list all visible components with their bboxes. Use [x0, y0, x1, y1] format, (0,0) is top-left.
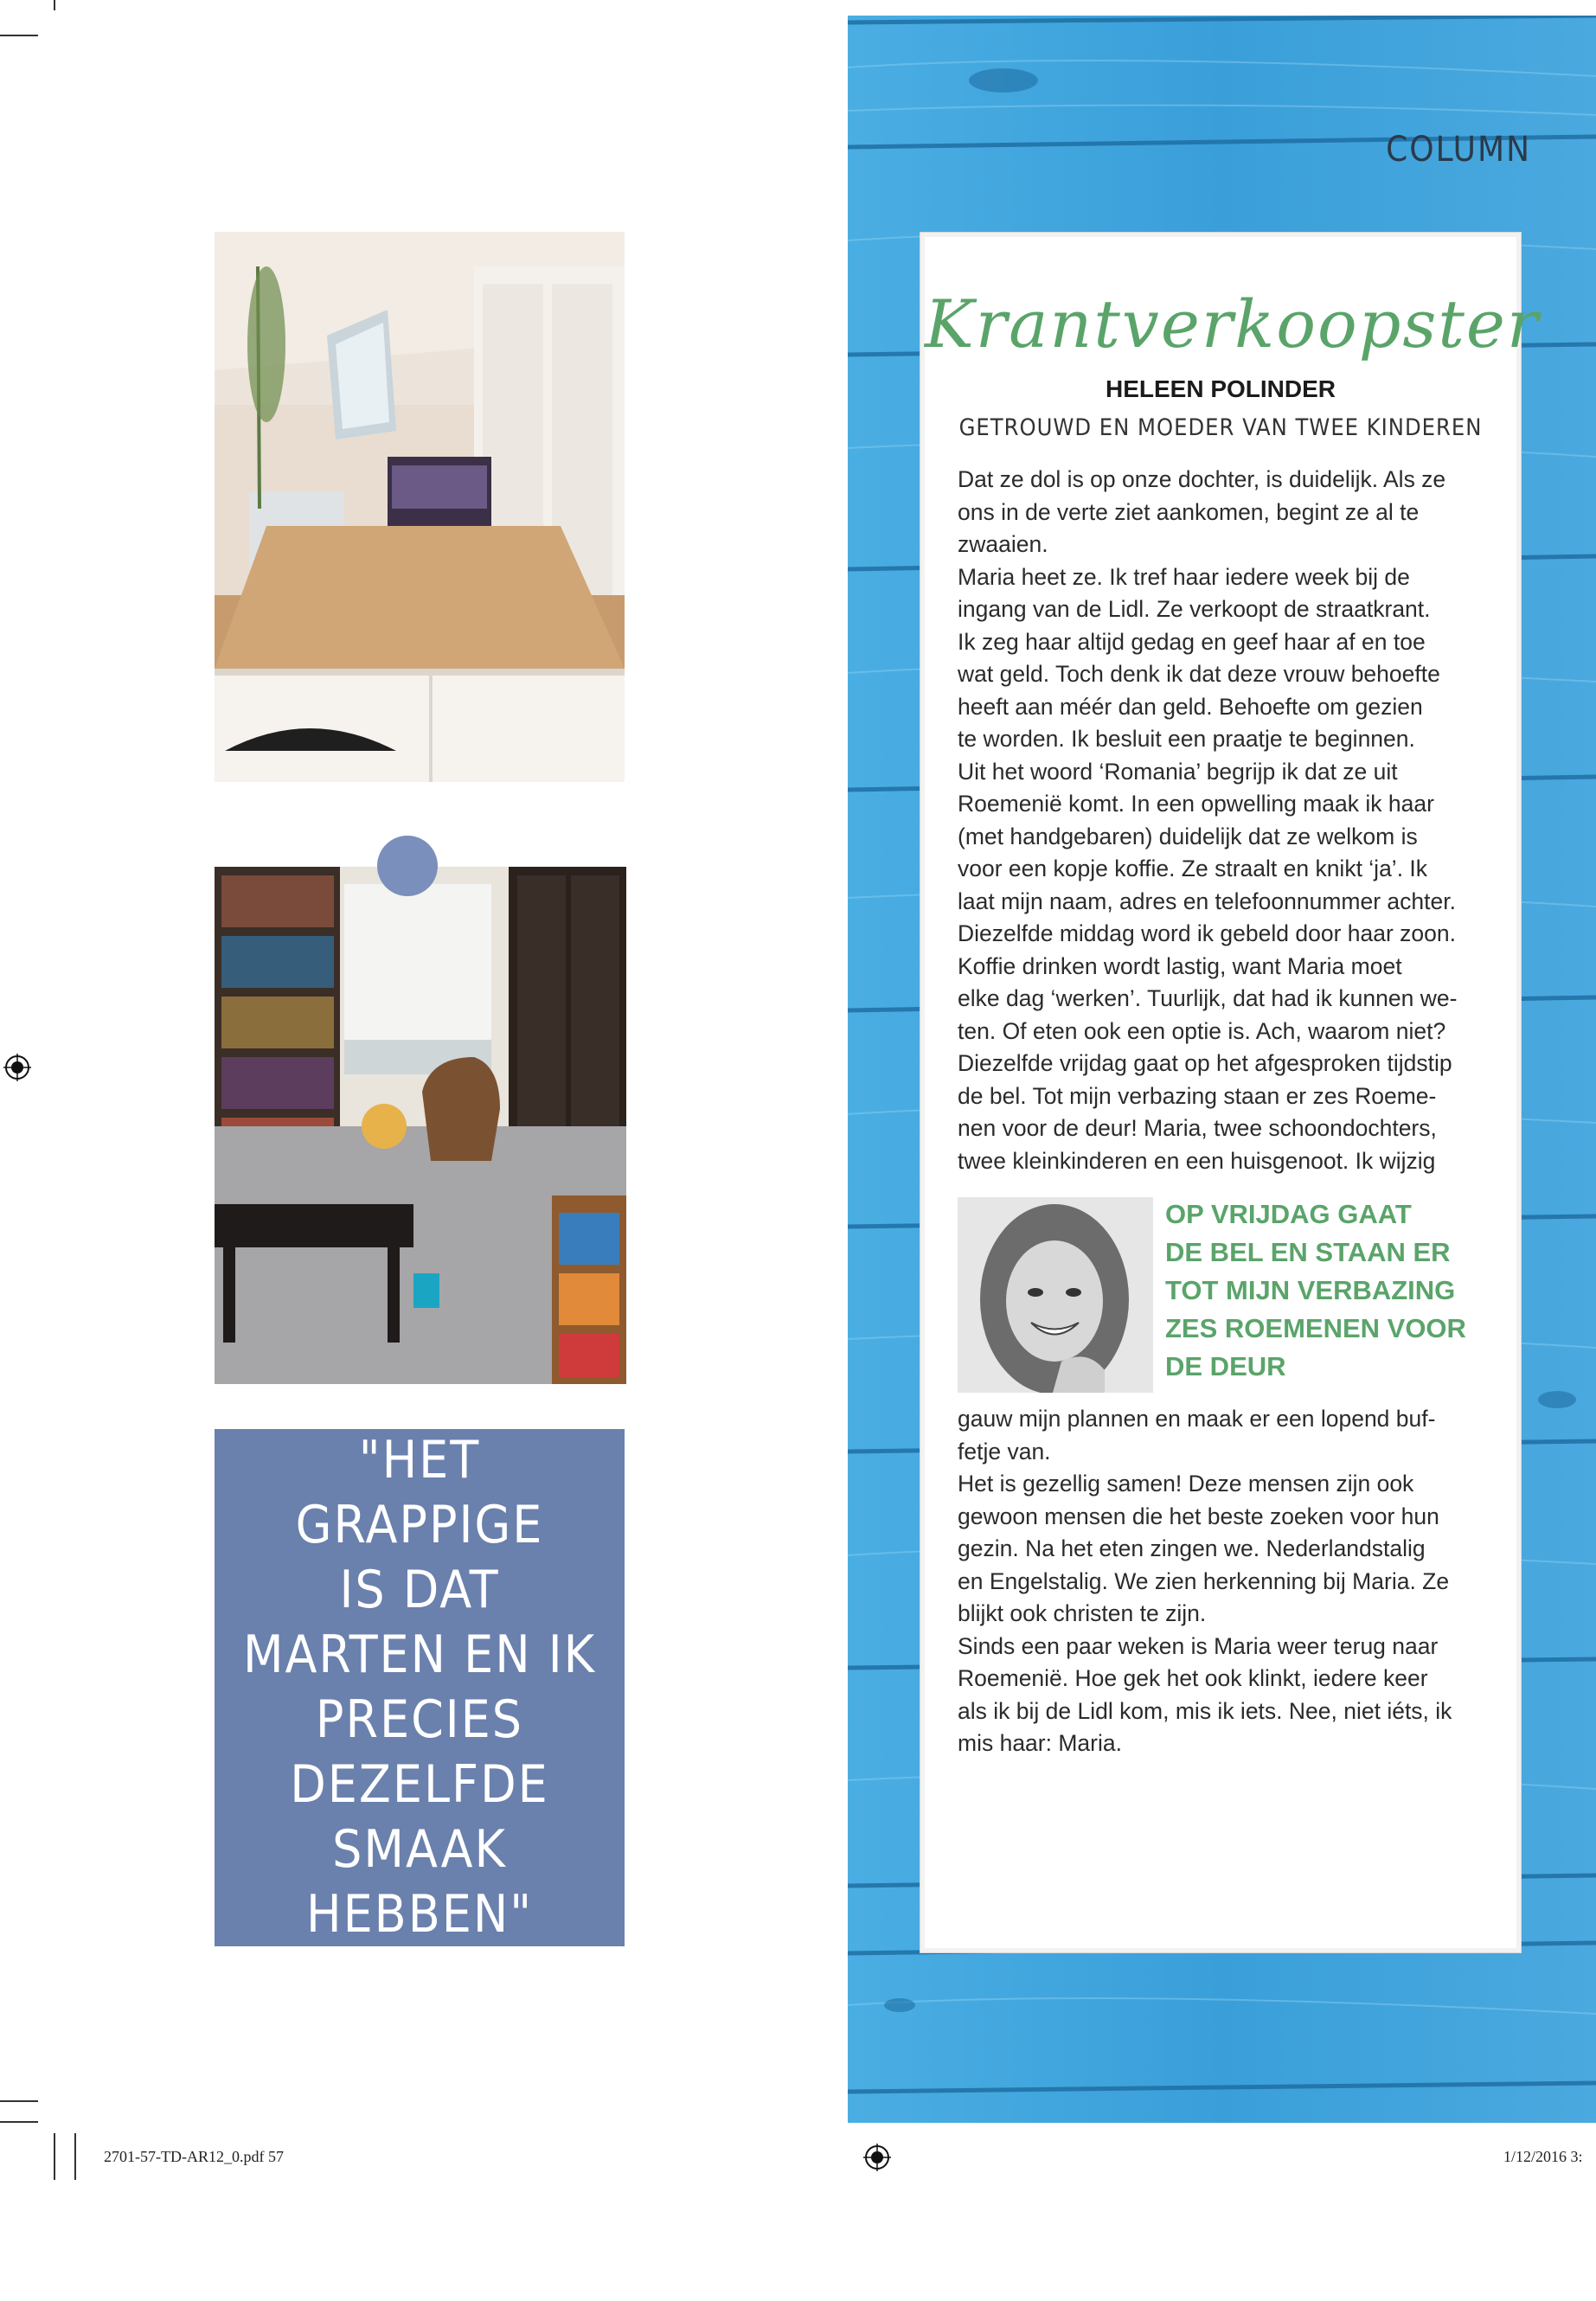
crop-mark: [0, 35, 38, 36]
section-label: COLUMN: [1386, 130, 1531, 170]
article-body-part2: gauw mijn plannen en maak er een lopend buf- fetje van. Het is gezellig samen! Deze mensen zijn ook gewoon mensen die het beste zoeken voor hun gezin. Na het eten zingen we. Nederlandstalig en Engelstalig. We zien herkenning bij Maria. Ze blijkt ook christen te zijn. Sinds een paar weken is Maria weer terug naar Roemenië. Hoe gek het ook klinkt, iedere keer als ik bij de Lidl kom, mis ik iets. Nee, niet iéts, ik mis haar: Maria.: [958, 1406, 1452, 1756]
registration-mark-icon: [3, 1054, 31, 1081]
registration-mark-icon: [863, 2144, 891, 2171]
quote-box: [215, 1429, 625, 1946]
decorative-dot: [377, 836, 438, 896]
study-photo: [215, 867, 626, 1384]
footer-date: 1/12/2016 3:: [1503, 2148, 1583, 2165]
crop-mark: [54, 0, 55, 10]
author-portrait: [958, 1197, 1153, 1393]
quote-text: "HET GRAPPIGE IS DAT MARTEN EN IK PRECIES DEZELFDE SMAAK HEBBEN": [242, 1430, 597, 1945]
crop-mark: [54, 2133, 55, 2180]
bedroom-photo: [215, 232, 625, 782]
crop-mark: [0, 2100, 38, 2102]
footer-filename: 2701-57-TD-AR12_0.pdf 57: [104, 2148, 284, 2165]
article-author: HELEEN POLINDER: [1105, 375, 1336, 402]
article-body-part1: Dat ze dol is op onze dochter, is duidelijk. Als ze ons in de verte ziet aankomen, begint ze al te zwaaien. Maria heet ze. Ik tref haar iedere week bij de ingang van de Lidl. Ze verkoopt de straatkrant. Ik zeg haar altijd gedag en geef haar af en toe wat geld. Toch denk ik dat deze vrouw behoefte heeft aan méér dan geld. Behoefte om gezien te worden. Ik besluit een praatje te beginnen. Uit het woord ‘Romania’ begrijp ik dat ze uit Roemenië komt. In een opwelling maak ik haar (met handgebaren) duidelijk dat ze welkom is voor een kopje koffie. Ze straalt en knikt ‘ja’. Ik laat mijn naam, adres en telefoonnummer achter. Diezelfde middag word ik gebeld door haar zoon. Koffie drinken wordt lastig, want Maria moet elke dag ‘werken’. Tuurlijk, dat had ik kunnen we- ten. Of eten ook een optie is. Ach, waarom niet? Diezelfde vrijdag gaat op het afgesproken tijdstip de bel. Tot mijn verbazing staan er zes Roeme- nen voor de deur! Maria, twee schoondochters, twee kleinkinderen en een huisgenoot. Ik wijzig: [958, 466, 1458, 1174]
pull-quote: OP VRIJDAG GAAT DE BEL EN STAAN ER TOT MIJN VERBAZING ZES ROEMENEN VOOR DE DEUR: [1165, 1199, 1466, 1381]
article-subtitle: GETROUWD EN MOEDER VAN TWEE KINDEREN: [958, 414, 1483, 441]
crop-mark: [0, 2121, 38, 2123]
article-title: Krantverkoopster: [925, 285, 1541, 362]
crop-mark: [74, 2133, 76, 2180]
article-card: [925, 237, 1541, 1948]
